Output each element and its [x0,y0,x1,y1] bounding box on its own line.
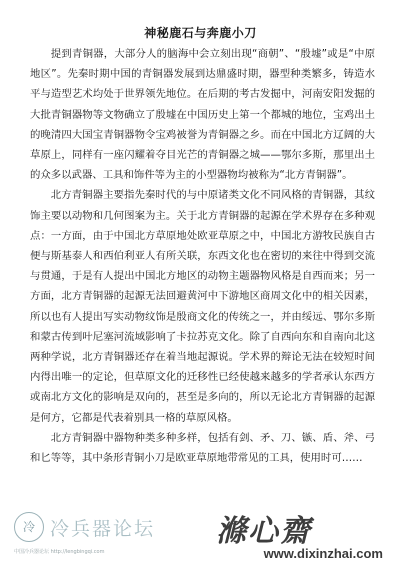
site-watermark [208,508,383,566]
signature: 滌心齋 [216,514,312,549]
forum-name: 冷兵器论坛 [50,518,156,540]
paragraph-1: 提到青铜器，大部分人的脑海中会立刻出现“商朝”、“殷墟”或是“中原地区”。先秦时期中国的青铜器发展到达鼎盛时期，器型种类繁多，铸造水平与造型艺术均处于世界领先地位。在后期的考古发掘中，河南安阳发掘的大批青铜器物等文物确立了殷墟在中国历史上第一个都城的地位，宝鸡出土的晚清四大国宝青铜器物令宝鸡被誉为青铜器之乡。而在中国北方辽阔的大草原上，同样有一座闪耀着夺目光芒的青铜器之城——鄂尔多斯，那里出土的众多以武器、工具和饰件等为主的小型器物均被称为“北方青铜器”。 [30,48,375,182]
paragraph-2: 北方青铜器主要指先秦时代的与中原诸类文化不同风格的青铜器，其纹饰主要以动物和几何图案为主。关于北方青铜器的起源在学术界存在多种观点：一方面，由于中国北方草原地处欧亚草原之中，中国北方游牧民族自古便与斯基泰人和西伯利亚人有所关联，东西文化也在密切的来往中得到交流与贯通，于是有人提出中国北方地区的动物主题器物风格是自西而来；另一方面，北方青铜器的起源无法回避黄河中下游地区商周文化中的相关因素，所以也有人提出写实动物纹饰是殷商文化的传统之一，并由绥远、鄂尔多斯和蒙古传到叶尼塞河流域影响了卡拉苏克文化。除了自西向东和自南向北这两种学说，北方青铜器还存在着当地起源说。学术界的辩论无法在较短时间内得出唯一的定论，但草原文化的迁移性已经使越来越多的学者承认东西方或南北方文化的影响是双向的，甚至是多向的，所以无论北方青铜器的起源是何方，它都是代表着别具一格的草原风格。 [30,189,375,424]
site-url: www.dixinzhai.com [263,546,383,561]
forum-url: 中国冷兵器论坛 http://lengbingqi.com [14,549,105,555]
document-title: 神秘鹿石与奔鹿小刀 [144,26,257,40]
forum-seal-icon: 冷 [14,512,44,542]
document-body [30,44,375,468]
forum-logo [6,508,196,566]
paragraph-3: 北方青铜器中器物种类多种多样，包括有剑、矛、刀、镞、盾、斧、弓和匕等等，其中条形青铜小刀是欧亚草原地带常见的工具，使用时可…… [30,431,375,465]
